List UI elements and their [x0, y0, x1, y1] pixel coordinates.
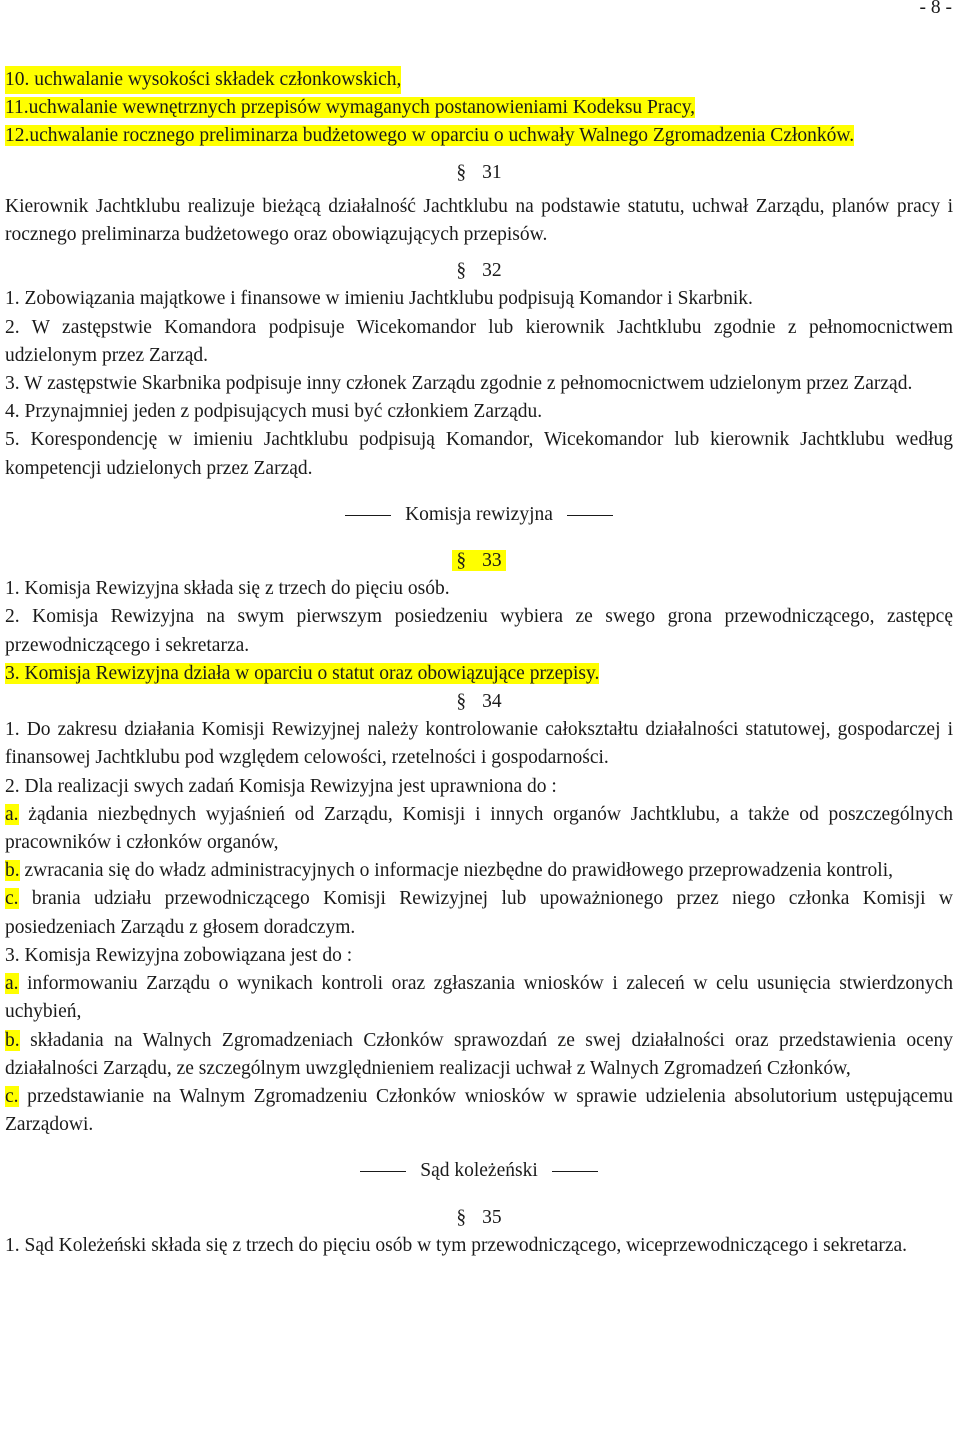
section-34-subitem: a. informowaniu Zarządu o wynikach kontroli oraz zgłaszania wniosków i zaleceń w celu usunięcia stwierdzonych uchybień,	[5, 973, 953, 1023]
section-32-item: 2. W zastępstwie Komandora podpisuje Wicekomandor lub kierownik Jachtklubu zgodnie z pełnomocnictwem udzielonym przez Zarząd.	[5, 316, 953, 366]
item-letter: c.	[5, 888, 19, 910]
section-number: 34	[482, 691, 502, 713]
section-symbol: §	[456, 161, 467, 183]
section-33-item: 2. Komisja Rewizyjna na swym pierwszym posiedzeniu wybiera ze swego grona przewodniczącego, zastępcę przewodniczącego i sekretarza.	[5, 606, 953, 656]
section-33-heading	[5, 547, 953, 575]
intro-item: 11.uchwalanie wewnętrznych przepisów wymaganych postanowieniami Kodeksu Pracy,	[5, 97, 696, 119]
section-34-subitem: c. przedstawianie na Walnym Zgromadzeniu Członków wniosków w sprawie udzielenia absolutorium ustępującemu Zarządowi.	[5, 1085, 953, 1136]
intro-list	[5, 66, 953, 151]
section-34-heading	[5, 688, 953, 716]
section-34-subitem: c. brania udziału przewodniczącego Komisji Rewizyjnej lub upoważnionego przez niego członka Komisji w posiedzeniach Zarządu z głosem doradczym.	[5, 888, 953, 938]
heading-komisja-rewizyjna: Komisja rewizyjna	[5, 501, 953, 529]
heading-rule-left	[360, 1171, 406, 1172]
section-number: 32	[482, 260, 502, 282]
section-35-text: 1. Sąd Koleżeński składa się z trzech do pięciu osób w tym przewodniczącego, wiceprzewodniczącego i sekretarza.	[5, 1234, 908, 1256]
section-31-text: Kierownik Jachtklubu realizuje bieżącą działalność Jachtklubu na podstawie statutu, uchwał Zarządu, planów pracy i rocznego preliminarza budżetowego oraz obowiązujących przepisów.	[5, 195, 953, 246]
item-letter: a.	[5, 803, 19, 825]
item-letter: c.	[5, 1085, 19, 1107]
section-symbol: §	[456, 550, 467, 572]
heading-sad-kolezenski: Sąd koleżeński	[5, 1157, 953, 1185]
page-number: - 8 -	[919, 0, 952, 18]
section-32-item: 4. Przynajmniej jeden z podpisujących musi być członkiem Zarządu.	[5, 401, 543, 423]
section-32-item: 1. Zobowiązania majątkowe i finansowe w imieniu Jachtklubu podpisują Komandor i Skarbnik.	[5, 288, 753, 310]
section-symbol: §	[456, 691, 467, 713]
section-33-item: 3. Komisja Rewizyjna działa w oparciu o statut oraz obowiązujące przepisy.	[5, 662, 600, 684]
intro-item: 12.uchwalanie rocznego preliminarza budżetowego w oparciu o uchwały Walnego Zgromadzenia Członków.	[5, 125, 855, 147]
section-34-subitem: a. żądania niezbędnych wyjaśnień od Zarządu, Komisji i innych organów Jachtklubu, a także od poszczególnych pracowników i członków organów,	[5, 803, 953, 854]
section-34-paragraph: 1. Do zakresu działania Komisji Rewizyjnej należy kontrolowanie całokształtu działalności statutowej, gospodarczej i finansowej Jachtklubu pod względem celowości, rzetelności i gospodarności.	[5, 719, 953, 769]
section-34-subitem: b. zwracania się do władz administracyjnych o informacje niezbędne do prawidłowego przeprowadzenia kontroli,	[5, 860, 893, 882]
section-35-heading	[5, 1204, 953, 1232]
intro-item: 10. uchwalanie wysokości składek członkowskich,	[5, 66, 401, 94]
section-32-item: 3. W zastępstwie Skarbnika podpisuje inny członek Zarządu zgodnie z pełnomocnictwem udzielonym przez Zarząd.	[5, 373, 913, 395]
section-32-item: 5. Korespondencję w imieniu Jachtklubu podpisują Komandor, Wicekomandor lub kierownik Jachtklubu według kompetencji udzielonych przez Zarząd.	[5, 429, 953, 479]
item-letter: b.	[5, 1029, 20, 1051]
section-number: 31	[482, 161, 502, 183]
section-33-item: 1. Komisja Rewizyjna składa się z trzech do pięciu osób.	[5, 578, 450, 600]
section-symbol: §	[456, 1206, 467, 1228]
item-letter: a.	[5, 973, 19, 995]
section-34-subitem: b. składania na Walnych Zgromadzeniach Członków sprawozdań ze swej działalności oraz przedstawienia oceny działalności Zarządu, ze szczególnym uwzględnieniem realizacji uchwał z Walnych Zgromadzeń Członków,	[5, 1029, 953, 1079]
section-symbol: §	[456, 260, 467, 282]
section-number: 33	[482, 550, 502, 572]
item-letter: b.	[5, 860, 20, 882]
heading-rule-left	[345, 515, 391, 516]
heading-rule-right	[552, 1171, 598, 1172]
document-body	[5, 66, 953, 1260]
section-31-heading	[5, 159, 953, 187]
section-34-paragraph: 2. Dla realizacji swych zadań Komisja Rewizyjna jest uprawniona do :	[5, 775, 557, 797]
section-number: 35	[482, 1206, 502, 1228]
heading-rule-right	[567, 515, 613, 516]
section-32-heading	[5, 257, 953, 285]
section-34-paragraph: 3. Komisja Rewizyjna zobowiązana jest do :	[5, 944, 353, 966]
